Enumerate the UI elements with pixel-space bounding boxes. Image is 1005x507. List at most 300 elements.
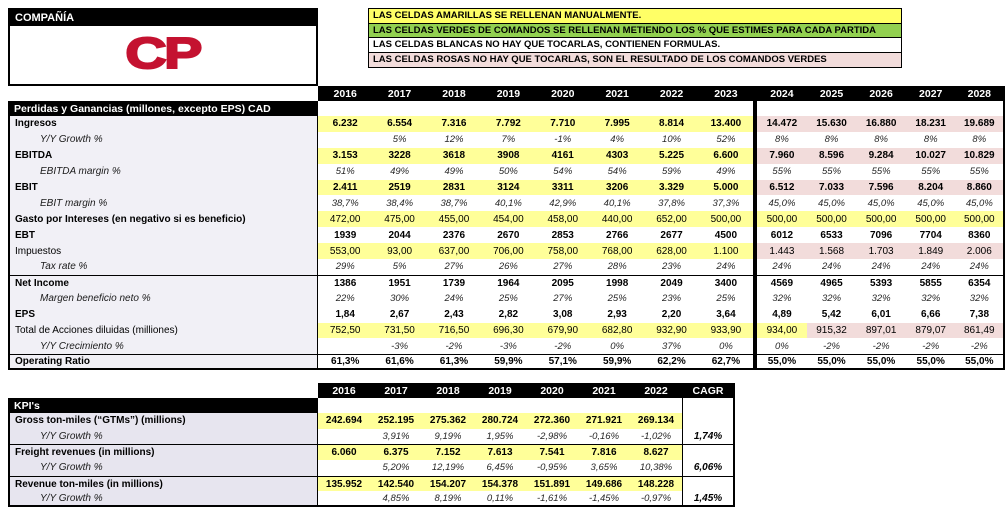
- pnl-cell[interactable]: 2,82: [481, 307, 535, 323]
- kpi-cell[interactable]: 5,20%: [370, 460, 422, 476]
- pnl-cell[interactable]: 16.880: [856, 116, 906, 132]
- kpi-cell[interactable]: 1,95%: [474, 429, 526, 445]
- pnl-cell[interactable]: -1%: [536, 132, 590, 148]
- pnl-cell[interactable]: 455,00: [427, 211, 481, 227]
- pnl-cell[interactable]: 6012: [757, 227, 807, 243]
- pnl-cell[interactable]: 758,00: [536, 243, 590, 259]
- pnl-cell[interactable]: 3124: [481, 180, 535, 196]
- pnl-cell[interactable]: 2049: [644, 275, 698, 291]
- pnl-cell[interactable]: 32%: [757, 291, 807, 307]
- pnl-cell[interactable]: 7.792: [481, 116, 535, 132]
- pnl-cell[interactable]: 9.284: [856, 148, 906, 164]
- pnl-cell[interactable]: 8.814: [644, 116, 698, 132]
- pnl-cell[interactable]: 752,50: [318, 323, 372, 339]
- pnl-cell[interactable]: 24%: [807, 259, 857, 275]
- pnl-cell[interactable]: 18.231: [906, 116, 956, 132]
- pnl-cell[interactable]: 7.995: [590, 116, 644, 132]
- pnl-cell[interactable]: 706,00: [481, 243, 535, 259]
- pnl-cell[interactable]: 5855: [906, 275, 956, 291]
- pnl-cell[interactable]: 2766: [590, 227, 644, 243]
- pnl-cell[interactable]: 2376: [427, 227, 481, 243]
- pnl-cell[interactable]: 2,67: [372, 307, 426, 323]
- pnl-cell[interactable]: 897,01: [856, 323, 906, 339]
- pnl-cell[interactable]: 25%: [590, 291, 644, 307]
- pnl-cell[interactable]: 8.204: [906, 180, 956, 196]
- pnl-row-label[interactable]: EBT: [8, 227, 318, 243]
- pnl-cell[interactable]: 553,00: [318, 243, 372, 259]
- pnl-cell[interactable]: 3228: [372, 148, 426, 164]
- pnl-year-header: 2026: [856, 86, 906, 101]
- pnl-cell[interactable]: 23%: [644, 259, 698, 275]
- pnl-cell[interactable]: 45,0%: [807, 195, 857, 211]
- pnl-cell[interactable]: 24%: [699, 259, 753, 275]
- pnl-cell[interactable]: -2%: [536, 338, 590, 354]
- pnl-cell[interactable]: 4,89: [757, 307, 807, 323]
- kpi-cagr-cell[interactable]: [682, 476, 735, 492]
- kpi-cell[interactable]: 252.195: [370, 413, 422, 429]
- kpi-cell[interactable]: 148.228: [630, 476, 682, 492]
- pnl-cell[interactable]: 440,00: [590, 211, 644, 227]
- pnl-cell[interactable]: 49%: [372, 164, 426, 180]
- kpi-year-header: 2017: [370, 383, 422, 398]
- pnl-cell[interactable]: 55%: [856, 164, 906, 180]
- pnl-cell[interactable]: 652,00: [644, 211, 698, 227]
- kpi-year-header: 2018: [422, 383, 474, 398]
- pnl-row-label[interactable]: Operating Ratio: [8, 354, 318, 370]
- pnl-cell[interactable]: 500,00: [856, 211, 906, 227]
- pnl-cell[interactable]: 679,90: [536, 323, 590, 339]
- pnl-empty-cell: [318, 101, 372, 116]
- pnl-cell[interactable]: 61,3%: [427, 354, 481, 370]
- pnl-cell[interactable]: -2%: [427, 338, 481, 354]
- pnl-cell[interactable]: 0%: [757, 338, 807, 354]
- pnl-cell[interactable]: 49%: [427, 164, 481, 180]
- pnl-cell[interactable]: 5.225: [644, 148, 698, 164]
- pnl-cell[interactable]: 42,9%: [536, 195, 590, 211]
- pnl-cell[interactable]: 57,1%: [536, 354, 590, 370]
- pnl-cell[interactable]: 3,64: [699, 307, 753, 323]
- pnl-cell[interactable]: 2670: [481, 227, 535, 243]
- pnl-cell[interactable]: 54%: [536, 164, 590, 180]
- pnl-cell[interactable]: 32%: [807, 291, 857, 307]
- kpi-cell[interactable]: 10,38%: [630, 460, 682, 476]
- pnl-cell[interactable]: 61,6%: [372, 354, 426, 370]
- pnl-cell[interactable]: 8%: [906, 132, 956, 148]
- pnl-cell[interactable]: 55,0%: [757, 354, 807, 370]
- pnl-year-header: 2027: [906, 86, 956, 101]
- pnl-cell[interactable]: 731,50: [372, 323, 426, 339]
- kpi-empty-cell: [682, 398, 735, 413]
- pnl-cell[interactable]: 29%: [318, 259, 372, 275]
- pnl-cell[interactable]: 628,00: [644, 243, 698, 259]
- kpi-cell[interactable]: 272.360: [526, 413, 578, 429]
- pnl-cell[interactable]: 12%: [427, 132, 481, 148]
- pnl-cell[interactable]: 8.860: [956, 180, 1005, 196]
- pnl-cell[interactable]: 54%: [590, 164, 644, 180]
- kpi-cell[interactable]: 154.207: [422, 476, 474, 492]
- pnl-cell[interactable]: 0%: [590, 338, 644, 354]
- kpi-cell[interactable]: 3,91%: [370, 429, 422, 445]
- kpi-cell[interactable]: 7.816: [578, 444, 630, 460]
- pnl-cell[interactable]: 934,00: [757, 323, 807, 339]
- pnl-cell[interactable]: 10.829: [956, 148, 1005, 164]
- pnl-cell[interactable]: 24%: [956, 259, 1005, 275]
- pnl-cell[interactable]: 932,90: [644, 323, 698, 339]
- kpi-cell[interactable]: [318, 491, 370, 507]
- pnl-cell[interactable]: 27%: [427, 259, 481, 275]
- pnl-cell[interactable]: 7704: [906, 227, 956, 243]
- kpi-row-label[interactable]: Gross ton-miles (“GTMs”) (millions): [8, 413, 318, 429]
- kpi-cagr-cell[interactable]: 1,45%: [682, 491, 735, 507]
- kpi-section-title: KPI's: [8, 398, 318, 413]
- pnl-cell[interactable]: 45,0%: [956, 195, 1005, 211]
- pnl-cell[interactable]: 45,0%: [906, 195, 956, 211]
- kpi-cell[interactable]: 4,85%: [370, 491, 422, 507]
- pnl-cell[interactable]: 454,00: [481, 211, 535, 227]
- pnl-cell[interactable]: 55,0%: [807, 354, 857, 370]
- pnl-cell[interactable]: 61,3%: [318, 354, 372, 370]
- pnl-cell[interactable]: 3908: [481, 148, 535, 164]
- pnl-row-label[interactable]: EBITDA: [8, 148, 318, 164]
- pnl-cell[interactable]: 7.033: [807, 180, 857, 196]
- pnl-cell[interactable]: 27%: [536, 291, 590, 307]
- kpi-cagr-cell[interactable]: 6,06%: [682, 460, 735, 476]
- kpi-cell[interactable]: [318, 429, 370, 445]
- pnl-row-label[interactable]: Tax rate %: [8, 259, 318, 275]
- kpi-cell[interactable]: 242.694: [318, 413, 370, 429]
- pnl-cell[interactable]: 8%: [757, 132, 807, 148]
- pnl-cell[interactable]: 2.411: [318, 180, 372, 196]
- pnl-cell[interactable]: 2853: [536, 227, 590, 243]
- kpi-cell[interactable]: [318, 460, 370, 476]
- pnl-cell[interactable]: 6.512: [757, 180, 807, 196]
- kpi-cell[interactable]: 7.613: [474, 444, 526, 460]
- pnl-cell[interactable]: 8%: [856, 132, 906, 148]
- pnl-cell[interactable]: 25%: [481, 291, 535, 307]
- pnl-cell[interactable]: 879,07: [906, 323, 956, 339]
- kpi-table: [8, 383, 735, 507]
- pnl-cell[interactable]: 500,00: [906, 211, 956, 227]
- pnl-empty-cell: [757, 101, 807, 116]
- pnl-cell[interactable]: 40,1%: [590, 195, 644, 211]
- pnl-cell[interactable]: 30%: [372, 291, 426, 307]
- pnl-cell[interactable]: 55%: [757, 164, 807, 180]
- pnl-cell[interactable]: -2%: [856, 338, 906, 354]
- kpi-cell[interactable]: -0,97%: [630, 491, 682, 507]
- pnl-empty-cell: [956, 101, 1005, 116]
- pnl-cell[interactable]: -2%: [807, 338, 857, 354]
- pnl-cell[interactable]: 3311: [536, 180, 590, 196]
- pnl-cell[interactable]: 915,32: [807, 323, 857, 339]
- pnl-cell[interactable]: 2519: [372, 180, 426, 196]
- pnl-cell[interactable]: 38,7%: [318, 195, 372, 211]
- kpi-cell[interactable]: -0,16%: [578, 429, 630, 445]
- pnl-cell[interactable]: 5%: [372, 259, 426, 275]
- pnl-cell[interactable]: 52%: [699, 132, 753, 148]
- kpi-cell[interactable]: 6.060: [318, 444, 370, 460]
- pnl-cell[interactable]: -2%: [906, 338, 956, 354]
- pnl-cell[interactable]: 32%: [856, 291, 906, 307]
- kpi-cell[interactable]: -2,98%: [526, 429, 578, 445]
- pnl-cell[interactable]: 22%: [318, 291, 372, 307]
- pnl-cell[interactable]: 45,0%: [757, 195, 807, 211]
- kpi-cell[interactable]: 135.952: [318, 476, 370, 492]
- pnl-cell[interactable]: -2%: [956, 338, 1005, 354]
- pnl-row-label[interactable]: Total de Acciones diluidas (milliones): [8, 323, 318, 339]
- pnl-cell[interactable]: 4965: [807, 275, 857, 291]
- pnl-cell[interactable]: 500,00: [757, 211, 807, 227]
- pnl-cell[interactable]: 7%: [481, 132, 535, 148]
- pnl-cell[interactable]: 0%: [699, 338, 753, 354]
- pnl-cell[interactable]: 5.000: [699, 180, 753, 196]
- legend-item: LAS CELDAS BLANCAS NO HAY QUE TOCARLAS, CONTIENEN FORMULAS.: [368, 37, 902, 53]
- pnl-cell[interactable]: 6,66: [906, 307, 956, 323]
- pnl-cell[interactable]: 7.960: [757, 148, 807, 164]
- kpi-year-header: 2019: [474, 383, 526, 398]
- pnl-cell[interactable]: 7.596: [856, 180, 906, 196]
- pnl-cell[interactable]: 38,4%: [372, 195, 426, 211]
- pnl-cell[interactable]: 59,9%: [590, 354, 644, 370]
- pnl-cell[interactable]: 6533: [807, 227, 857, 243]
- pnl-cell[interactable]: 8360: [956, 227, 1005, 243]
- kpi-cell[interactable]: 280.724: [474, 413, 526, 429]
- pnl-row-label[interactable]: EBIT: [8, 180, 318, 196]
- pnl-cell[interactable]: 7.316: [427, 116, 481, 132]
- pnl-cell[interactable]: 1.100: [699, 243, 753, 259]
- pnl-cell[interactable]: 3400: [699, 275, 753, 291]
- kpi-cell[interactable]: 9,19%: [422, 429, 474, 445]
- pnl-cell[interactable]: 5%: [372, 132, 426, 148]
- pnl-cell[interactable]: 933,90: [699, 323, 753, 339]
- cp-logo: [10, 26, 316, 82]
- kpi-cell[interactable]: 149.686: [578, 476, 630, 492]
- pnl-cell[interactable]: 55%: [906, 164, 956, 180]
- kpi-cagr-header: CAGR: [682, 383, 735, 398]
- pnl-year-header: 2017: [372, 86, 426, 101]
- pnl-cell[interactable]: 2095: [536, 275, 590, 291]
- pnl-cell[interactable]: 4%: [590, 132, 644, 148]
- pnl-empty-cell: [427, 101, 481, 116]
- kpi-cell[interactable]: 154.378: [474, 476, 526, 492]
- pnl-cell[interactable]: 55%: [807, 164, 857, 180]
- kpi-cell[interactable]: 12,19%: [422, 460, 474, 476]
- pnl-cell[interactable]: 2831: [427, 180, 481, 196]
- pnl-cell[interactable]: 27%: [536, 259, 590, 275]
- pnl-cell[interactable]: 62,7%: [699, 354, 753, 370]
- pnl-cell[interactable]: 3618: [427, 148, 481, 164]
- kpi-cell[interactable]: 8.627: [630, 444, 682, 460]
- kpi-cell[interactable]: 151.891: [526, 476, 578, 492]
- pnl-cell[interactable]: 24%: [856, 259, 906, 275]
- pnl-cell[interactable]: 682,80: [590, 323, 644, 339]
- pnl-cell[interactable]: 1.849: [906, 243, 956, 259]
- kpi-cell[interactable]: 3,65%: [578, 460, 630, 476]
- pnl-cell[interactable]: 5393: [856, 275, 906, 291]
- pnl-cell[interactable]: 500,00: [807, 211, 857, 227]
- pnl-cell[interactable]: 55,0%: [856, 354, 906, 370]
- kpi-cell[interactable]: 7.541: [526, 444, 578, 460]
- pnl-cell[interactable]: 6354: [956, 275, 1005, 291]
- pnl-cell[interactable]: 45,0%: [856, 195, 906, 211]
- pnl-cell[interactable]: 861,49: [956, 323, 1005, 339]
- pnl-cell[interactable]: 55,0%: [956, 354, 1005, 370]
- kpi-cell[interactable]: 8,19%: [422, 491, 474, 507]
- pnl-cell[interactable]: 10.027: [906, 148, 956, 164]
- kpi-cell[interactable]: 0,11%: [474, 491, 526, 507]
- pnl-cell[interactable]: 472,00: [318, 211, 372, 227]
- pnl-cell[interactable]: 4500: [699, 227, 753, 243]
- pnl-cell[interactable]: 25%: [699, 291, 753, 307]
- pnl-cell[interactable]: 3.153: [318, 148, 372, 164]
- pnl-cell[interactable]: 2,93: [590, 307, 644, 323]
- pnl-row-label[interactable]: Margen beneficio neto %: [8, 291, 318, 307]
- kpi-cell[interactable]: 6.375: [370, 444, 422, 460]
- kpi-cagr-cell[interactable]: 1,74%: [682, 429, 735, 445]
- pnl-cell[interactable]: 7.710: [536, 116, 590, 132]
- pnl-row-label[interactable]: Net Income: [8, 275, 318, 291]
- pnl-cell[interactable]: 24%: [427, 291, 481, 307]
- pnl-cell[interactable]: 1.568: [807, 243, 857, 259]
- pnl-cell[interactable]: 7,38: [956, 307, 1005, 323]
- pnl-cell[interactable]: 24%: [757, 259, 807, 275]
- pnl-cell[interactable]: 1964: [481, 275, 535, 291]
- pnl-cell[interactable]: 50%: [481, 164, 535, 180]
- pnl-cell[interactable]: 15.630: [807, 116, 857, 132]
- pnl-row-label[interactable]: Impuestos: [8, 243, 318, 259]
- pnl-cell[interactable]: -3%: [372, 338, 426, 354]
- kpi-cell[interactable]: 7.152: [422, 444, 474, 460]
- pnl-cell[interactable]: -3%: [481, 338, 535, 354]
- pnl-cell[interactable]: 2,20: [644, 307, 698, 323]
- pnl-cell[interactable]: 51%: [318, 164, 372, 180]
- kpi-cell[interactable]: 269.134: [630, 413, 682, 429]
- pnl-cell[interactable]: 28%: [590, 259, 644, 275]
- pnl-cell[interactable]: 38,7%: [427, 195, 481, 211]
- pnl-cell[interactable]: 10%: [644, 132, 698, 148]
- pnl-cell[interactable]: 458,00: [536, 211, 590, 227]
- pnl-cell[interactable]: 2,43: [427, 307, 481, 323]
- pnl-cell[interactable]: 1.703: [856, 243, 906, 259]
- pnl-cell[interactable]: 5,42: [807, 307, 857, 323]
- pnl-row-label[interactable]: Y/Y Crecimiento %: [8, 338, 318, 354]
- pnl-cell[interactable]: 6.232: [318, 116, 372, 132]
- pnl-cell[interactable]: 13.400: [699, 116, 753, 132]
- pnl-cell[interactable]: 1.443: [757, 243, 807, 259]
- pnl-section-title: Perdidas y Ganancias (millones, excepto EPS) CAD: [8, 101, 318, 116]
- pnl-cell[interactable]: 2677: [644, 227, 698, 243]
- pnl-cell[interactable]: 1,84: [318, 307, 372, 323]
- pnl-cell[interactable]: 1386: [318, 275, 372, 291]
- pnl-cell[interactable]: 49%: [699, 164, 753, 180]
- pnl-cell[interactable]: 4303: [590, 148, 644, 164]
- pnl-cell[interactable]: 1951: [372, 275, 426, 291]
- pnl-cell[interactable]: 2.006: [956, 243, 1005, 259]
- kpi-cell[interactable]: -1,45%: [578, 491, 630, 507]
- pnl-cell[interactable]: 40,1%: [481, 195, 535, 211]
- pnl-cell[interactable]: 59%: [644, 164, 698, 180]
- kpi-row-label[interactable]: Revenue ton-miles (in millions): [8, 476, 318, 492]
- kpi-cagr-cell[interactable]: [682, 444, 735, 460]
- kpi-empty-cell: [474, 398, 526, 413]
- pnl-cell[interactable]: 14.472: [757, 116, 807, 132]
- pnl-row-label[interactable]: Ingresos: [8, 116, 318, 132]
- kpi-cell[interactable]: -1,02%: [630, 429, 682, 445]
- pnl-cell[interactable]: 6.554: [372, 116, 426, 132]
- kpi-cell[interactable]: -0,95%: [526, 460, 578, 476]
- pnl-cell[interactable]: 37,8%: [644, 195, 698, 211]
- pnl-cell[interactable]: 696,30: [481, 323, 535, 339]
- pnl-cell[interactable]: 59,9%: [481, 354, 535, 370]
- pnl-row-label[interactable]: EBIT margin %: [8, 195, 318, 211]
- pnl-cell[interactable]: 24%: [906, 259, 956, 275]
- pnl-cell[interactable]: 8%: [807, 132, 857, 148]
- kpi-corner-spacer: [8, 383, 318, 398]
- pnl-cell[interactable]: [318, 132, 372, 148]
- pnl-cell[interactable]: 3.329: [644, 180, 698, 196]
- pnl-cell[interactable]: [318, 338, 372, 354]
- pnl-cell[interactable]: 32%: [956, 291, 1005, 307]
- pnl-cell[interactable]: 93,00: [372, 243, 426, 259]
- kpi-row-label[interactable]: Y/Y Growth %: [8, 429, 318, 445]
- pnl-row-label[interactable]: Gasto por Intereses (en negativo si es beneficio): [8, 211, 318, 227]
- kpi-cell[interactable]: 142.540: [370, 476, 422, 492]
- kpi-cagr-cell[interactable]: [682, 413, 735, 429]
- pnl-row-label[interactable]: EPS: [8, 307, 318, 323]
- kpi-row-label[interactable]: Y/Y Growth %: [8, 491, 318, 507]
- pnl-cell[interactable]: 55,0%: [906, 354, 956, 370]
- pnl-cell[interactable]: 37%: [644, 338, 698, 354]
- pnl-cell[interactable]: 55%: [956, 164, 1005, 180]
- pnl-cell[interactable]: 1739: [427, 275, 481, 291]
- pnl-cell[interactable]: 23%: [644, 291, 698, 307]
- pnl-cell[interactable]: 6.600: [699, 148, 753, 164]
- kpi-empty-cell: [578, 398, 630, 413]
- pnl-cell[interactable]: 32%: [906, 291, 956, 307]
- kpi-row-label[interactable]: Freight revenues (in millions): [8, 444, 318, 460]
- pnl-cell[interactable]: 1998: [590, 275, 644, 291]
- pnl-row-label[interactable]: Y/Y Growth %: [8, 132, 318, 148]
- kpi-cell[interactable]: 271.921: [578, 413, 630, 429]
- kpi-cell[interactable]: 6,45%: [474, 460, 526, 476]
- pnl-cell[interactable]: 500,00: [699, 211, 753, 227]
- pnl-cell[interactable]: 768,00: [590, 243, 644, 259]
- pnl-cell[interactable]: 37,3%: [699, 195, 753, 211]
- pnl-cell[interactable]: 500,00: [956, 211, 1005, 227]
- pnl-cell[interactable]: 4569: [757, 275, 807, 291]
- pnl-cell[interactable]: 8.596: [807, 148, 857, 164]
- pnl-cell[interactable]: 1939: [318, 227, 372, 243]
- kpi-row-label[interactable]: Y/Y Growth %: [8, 460, 318, 476]
- kpi-cell[interactable]: 275.362: [422, 413, 474, 429]
- pnl-cell[interactable]: 26%: [481, 259, 535, 275]
- pnl-cell[interactable]: 716,50: [427, 323, 481, 339]
- pnl-cell[interactable]: 8%: [956, 132, 1005, 148]
- pnl-cell[interactable]: 6,01: [856, 307, 906, 323]
- pnl-cell[interactable]: 3,08: [536, 307, 590, 323]
- pnl-row-label[interactable]: EBITDA margin %: [8, 164, 318, 180]
- kpi-cell[interactable]: -1,61%: [526, 491, 578, 507]
- pnl-cell[interactable]: 2044: [372, 227, 426, 243]
- pnl-corner-spacer: [8, 86, 318, 101]
- pnl-cell[interactable]: 637,00: [427, 243, 481, 259]
- cell-color-legend: [368, 8, 902, 68]
- pnl-cell[interactable]: 475,00: [372, 211, 426, 227]
- pnl-cell[interactable]: 19.689: [956, 116, 1005, 132]
- pnl-cell[interactable]: 62,2%: [644, 354, 698, 370]
- pnl-cell[interactable]: 4161: [536, 148, 590, 164]
- pnl-cell[interactable]: 7096: [856, 227, 906, 243]
- pnl-cell[interactable]: 3206: [590, 180, 644, 196]
